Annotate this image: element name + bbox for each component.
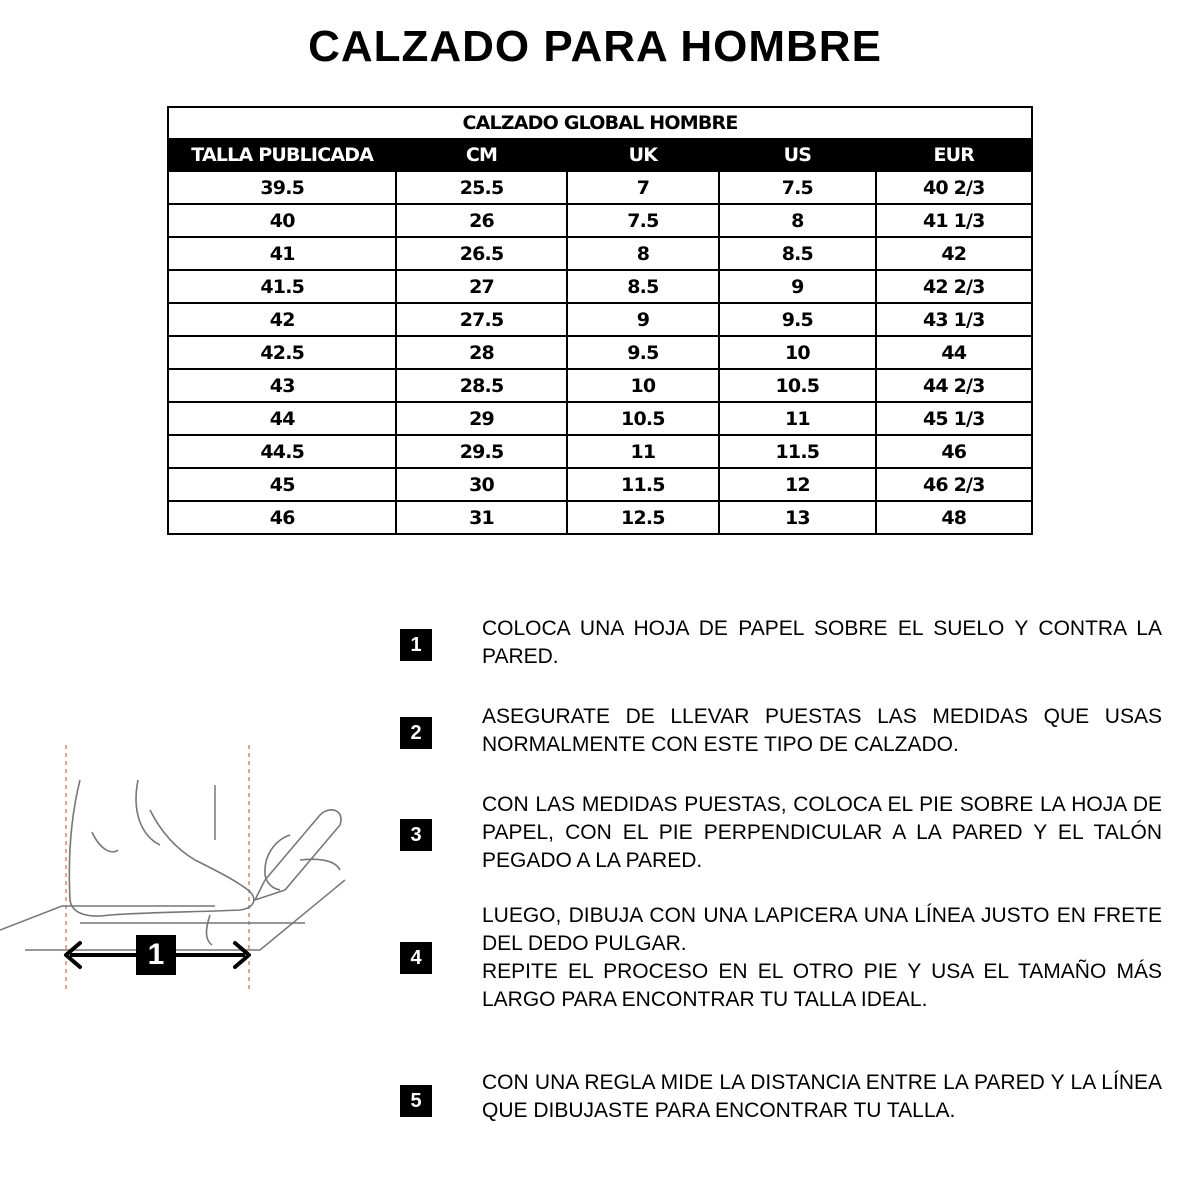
table-cell: 8.5 [567,270,719,303]
size-chart-table [167,106,1033,535]
table-cell: 13 [719,501,875,534]
table-cell: 45 1/3 [876,402,1032,435]
table-row [168,303,1032,336]
table-cell: 42 [168,303,396,336]
step-line: ASEGURATE DE LLEVAR PUESTAS LAS MEDIDAS QUE USAS NORMALMENTE CON ESTE TIPO DE CALZADO. [482,705,1162,756]
table-cell: 26 [396,204,566,237]
table-cell: 40 2/3 [876,171,1032,204]
table-cell: 9.5 [719,303,875,336]
table-cell: 39.5 [168,171,396,204]
table-cell: 12 [719,468,875,501]
table-cell: 42 2/3 [876,270,1032,303]
step-line: LUEGO, DIBUJA CON UNA LAPICERA UNA LÍNEA JUSTO EN FRETE DEL DEDO PULGAR. [482,904,1162,955]
table-cell: 11 [567,435,719,468]
step-text [482,1069,1162,1125]
paper-front-edge [25,880,345,950]
table-cell: 41 [168,237,396,270]
table-row [168,468,1032,501]
table-cell: 9.5 [567,336,719,369]
table-cell: 10 [719,336,875,369]
table-cell: 11 [719,402,875,435]
step-line: COLOCA UNA HOJA DE PAPEL SOBRE EL SUELO Y CONTRA LA PARED. [482,617,1162,668]
table-cell: 10 [567,369,719,402]
step-number: 4 [400,942,432,974]
table-cell: 8 [567,237,719,270]
step-number: 3 [400,819,432,851]
table-cell: 12.5 [567,501,719,534]
table-cell: 46 2/3 [876,468,1032,501]
step-number: 2 [400,717,432,749]
table-cell: 46 [168,501,396,534]
table-cell: 11.5 [567,468,719,501]
table-cell: 7.5 [719,171,875,204]
table-cell: 7 [567,171,719,204]
table-cell: 45 [168,468,396,501]
table-cell: 10.5 [567,402,719,435]
table-row [168,501,1032,534]
table-row [168,336,1032,369]
step-text [482,902,1162,1014]
table-cell: 8.5 [719,237,875,270]
table-cell: 28 [396,336,566,369]
floor-line [0,906,215,930]
table-row [168,270,1032,303]
table-cell: 42.5 [168,336,396,369]
foot-measure-drawing [0,740,360,1030]
table-row [168,369,1032,402]
table-cell: 28.5 [396,369,566,402]
column-header-eur: EUR [876,139,1032,171]
table-row [168,204,1032,237]
table-cell: 27.5 [396,303,566,336]
table-cell: 44 [876,336,1032,369]
table-cell: 40 [168,204,396,237]
table-cell: 44 2/3 [876,369,1032,402]
table-cell: 9 [567,303,719,336]
table-row [168,435,1032,468]
table-cell: 30 [396,468,566,501]
table-row [168,171,1032,204]
step-text [482,615,1162,671]
step-line: CON LAS MEDIDAS PUESTAS, COLOCA EL PIE SOBRE LA HOJA DE PAPEL, CON EL PIE PERPENDICULAR A LA PARED Y EL TALÓN PEGADO A LA PARED. [482,793,1162,872]
step-text [482,703,1162,759]
table-row [168,237,1032,270]
table-cell: 10.5 [719,369,875,402]
table-cell: 43 [168,369,396,402]
pencil-icon [255,810,341,900]
step-number: 1 [400,629,432,661]
measure-label: 1 [147,938,165,971]
step-line: CON UNA REGLA MIDE LA DISTANCIA ENTRE LA PARED Y LA LÍNEA QUE DIBUJASTE PARA ENCONTRAR TU TALLA. [482,1071,1162,1122]
table-cell: 44.5 [168,435,396,468]
column-header-uk: UK [567,139,719,171]
table-cell: 11.5 [719,435,875,468]
table-cell: 41 1/3 [876,204,1032,237]
table-cell: 43 1/3 [876,303,1032,336]
table-cell: 8 [719,204,875,237]
column-header-us: US [719,139,875,171]
table-cell: 42 [876,237,1032,270]
table-cell: 9 [719,270,875,303]
table-cell: 26.5 [396,237,566,270]
table-cell: 46 [876,435,1032,468]
page-title: CALZADO PARA HOMBRE [308,22,882,71]
table-caption: CALZADO GLOBAL HOMBRE [168,107,1032,139]
step-number: 5 [400,1085,432,1117]
table-cell: 25.5 [396,171,566,204]
table-cell: 44 [168,402,396,435]
table-cell: 29 [396,402,566,435]
table-cell: 27 [396,270,566,303]
step-text [482,791,1162,875]
column-header-cm: CM [396,139,566,171]
foot-measure-illustration [0,740,360,1030]
table-cell: 7.5 [567,204,719,237]
foot-icon [69,780,254,945]
table-cell: 41.5 [168,270,396,303]
table-row [168,402,1032,435]
step-line: REPITE EL PROCESO EN EL OTRO PIE Y USA EL TAMAÑO MÁS LARGO PARA ENCONTRAR TU TALLA IDEAL. [482,960,1162,1011]
table-cell: 31 [396,501,566,534]
table-cell: 48 [876,501,1032,534]
table-cell: 29.5 [396,435,566,468]
column-header-talla: TALLA PUBLICADA [168,139,396,171]
